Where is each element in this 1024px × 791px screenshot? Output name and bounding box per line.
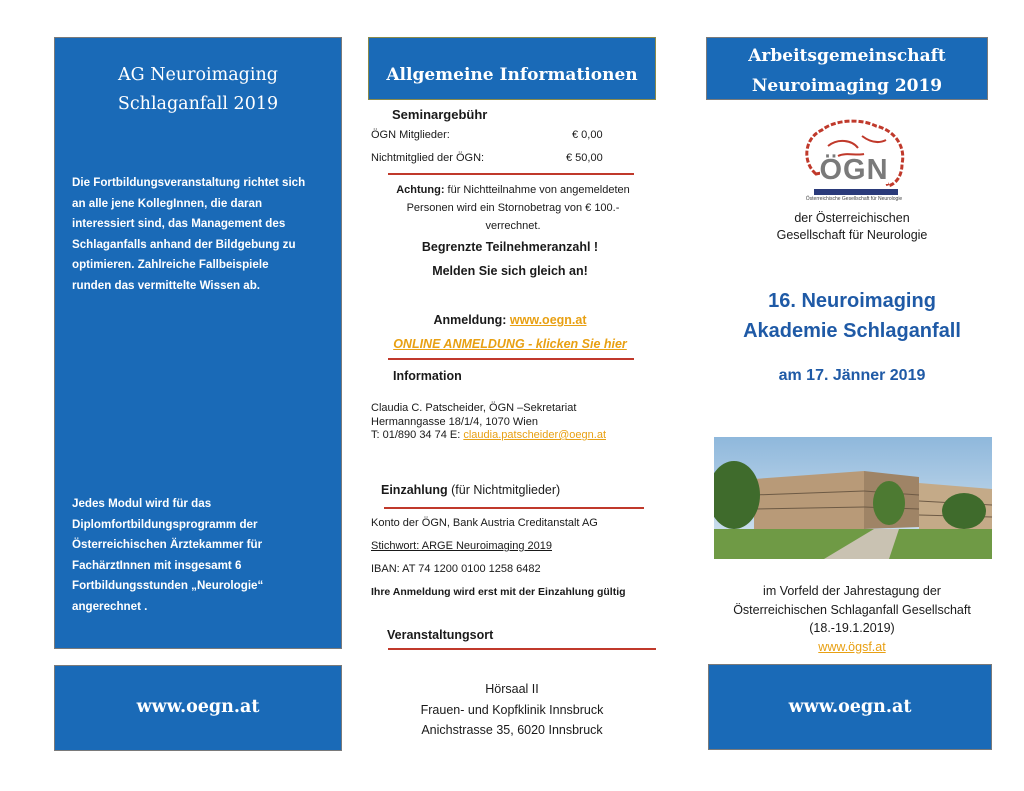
right-header-line2: Neuroimaging 2019 [751, 76, 943, 96]
general-info-header [368, 37, 656, 100]
fee-value-nonmembers: € 50,00 [566, 152, 603, 164]
intro-line: Die Fortbildungsveranstaltung richtet sich [72, 176, 306, 189]
limited-seats: Begrenzte Teilnehmeranzahl ! [421, 240, 599, 254]
module-line: Österreichischen Ärztekammer für [72, 538, 263, 551]
online-registration-link[interactable]: ONLINE ANMELDUNG - klicken Sie hier [393, 337, 627, 351]
module-line: Diplomfortbildungsprogramm der [72, 517, 258, 531]
society-name [706, 210, 998, 244]
contact-block [371, 402, 606, 443]
fee-divider [388, 173, 634, 175]
event-title-line1: 16. Neuroimaging [768, 290, 936, 312]
payment-note: Ihre Anmeldung wird erst mit der Einzahlung gültig [371, 586, 626, 598]
society-line2: Gesellschaft für Neurologie [776, 228, 928, 242]
module-line: FachärztInnen mit insgesamt 6 [72, 558, 242, 572]
registration-link[interactable]: www.oegn.at [509, 313, 587, 327]
registration-line [370, 313, 650, 327]
venue-heading: Veranstaltungsort [387, 628, 494, 642]
iban: IBAN: AT 74 1200 0100 1258 6482 [371, 563, 541, 575]
event-title-line2: Akademie Schlaganfall [743, 320, 961, 342]
notice-line2: Personen wird ein Stornobetrag von € 100.- [406, 202, 620, 214]
module-line: angerechnet . [72, 599, 148, 613]
registration-label: Anmeldung: [433, 313, 510, 327]
fee-label-nonmembers: Nichtmitglied der ÖGN: [371, 152, 485, 164]
venue-street: Anichstrasse 35, 6020 Innsbruck [421, 723, 603, 737]
online-registration-wrap [370, 337, 650, 351]
venue-clinic: Frauen- und Kopfklinik Innsbruck [420, 702, 604, 717]
info-heading: Information [393, 369, 462, 383]
left-footer-url[interactable]: www.oegn.at [136, 697, 260, 717]
bank-account: Konto der ÖGN, Bank Austria Creditanstalt AG [371, 517, 598, 529]
payment-keyword: Stichwort: ARGE Neuroimaging 2019 [371, 540, 552, 552]
right-header-box [706, 37, 988, 100]
module-line: Fortbildungsstunden „Neurologie“ [72, 579, 264, 592]
fee-label-members: ÖGN Mitglieder: [371, 129, 450, 141]
contact-name: Claudia C. Patscheider, ÖGN –Sekretariat [371, 402, 577, 414]
notice-text: für Nichtteilnahme von angemeldeten [444, 184, 630, 196]
notice-label: Achtung: [396, 184, 445, 196]
contact-phone-line [371, 429, 606, 443]
payment-heading-suffix: (für Nichtmitglieder) [447, 483, 561, 497]
cancellation-notice [370, 181, 656, 235]
register-now: Melden Sie sich gleich an! [432, 264, 588, 278]
right-footer-url[interactable]: www.oegn.at [788, 697, 912, 717]
building-photo-icon [714, 437, 992, 559]
notice-line3: verrechnet. [485, 220, 541, 232]
left-info-panel [54, 37, 342, 649]
intro-line: Schlaganfalls anhand der Bildgebung zu [72, 237, 296, 251]
logo-text: ÖGN [819, 154, 889, 186]
oegsf-link[interactable]: www.ögsf.at [818, 639, 886, 654]
intro-line: an alle jene KollegInnen, die daran [72, 196, 263, 210]
contact-email-link[interactable]: claudia.patscheider@oegn.at [463, 429, 607, 441]
fee-value-members: € 0,00 [572, 129, 603, 141]
left-panel-title-line1: AG Neuroimaging [118, 65, 278, 85]
intro-line: optimieren. Zahlreiche Fallbeispiele [72, 258, 269, 271]
right-footer-box [708, 664, 992, 750]
oegn-logo [798, 116, 910, 210]
left-panel-module-note [72, 494, 337, 617]
fee-heading: Seminargebühr [392, 107, 488, 122]
notice-line1 [370, 181, 656, 199]
right-header-line1: Arbeitsgemeinschaft [748, 46, 946, 66]
event-date: am 17. Jänner 2019 [778, 367, 926, 384]
left-panel-intro [72, 173, 337, 296]
vorfeld-note [706, 582, 998, 656]
left-footer-box [54, 665, 342, 751]
contact-address: Hermanngasse 18/1/4, 1070 Wien [371, 415, 538, 428]
contact-phone: T: 01/890 34 74 E: [371, 429, 464, 441]
vorfeld-line3: (18.-19.1.2019) [809, 621, 895, 635]
registration-divider [388, 358, 634, 360]
payment-heading: Einzahlung [381, 483, 448, 497]
venue-address [368, 679, 656, 741]
module-line: Jedes Modul wird für das [72, 497, 212, 510]
event-title [706, 286, 998, 346]
vorfeld-line1: im Vorfeld der Jahrestagung der [763, 584, 941, 598]
general-info-title: Allgemeine Informationen [386, 65, 638, 85]
left-panel-title-line2: Schlaganfall 2019 [117, 94, 279, 114]
venue-divider [388, 648, 656, 650]
intro-line: runden das vermittelte Wissen ab. [72, 278, 261, 292]
society-line1: der Österreichischen [794, 211, 910, 225]
payment-divider [384, 507, 644, 509]
venue-photo [714, 437, 992, 559]
logo-subtext: Österreichische Gesellschaft für Neurologie [805, 196, 903, 202]
payment-heading-line [381, 483, 560, 497]
venue-room: Hörsaal II [485, 682, 539, 696]
vorfeld-line2: Österreichischen Schlaganfall Gesellschaft [733, 602, 971, 617]
intro-line: interessiert sind, das Management des [72, 217, 286, 230]
